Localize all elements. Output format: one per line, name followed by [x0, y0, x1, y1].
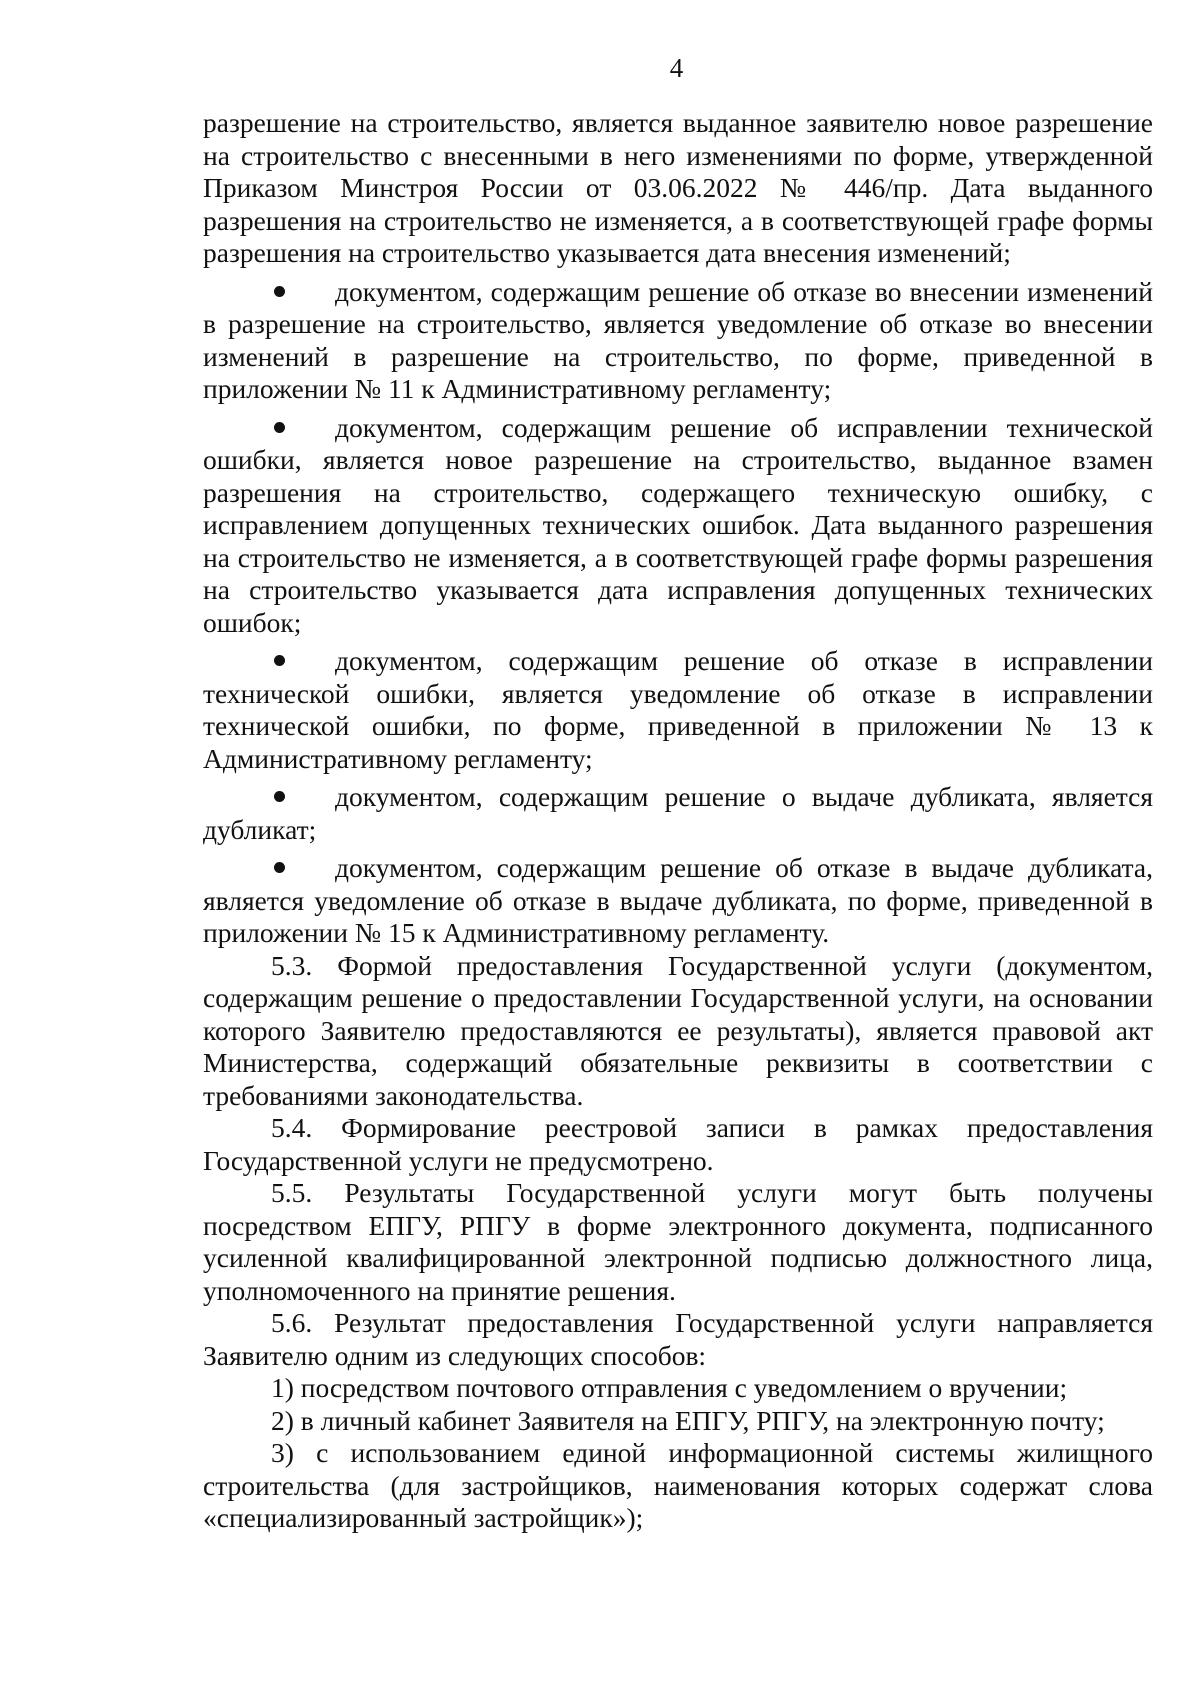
- section-5-3: 5.3. Формой предоставления Государственной услуги (документом, содержащим решение о предоставлении Государственной услуги, на основании которого Заявителю предоставляются ее результаты), является правовой акт Министерства, содержащий обязательные реквизиты в соответствии с требованиями законодательства.: [203, 949, 1153, 1111]
- bullet-text: документом, содержащим решение о выдаче дубликата, является дубликат;: [203, 781, 1153, 845]
- list-item-3: 3) с использованием единой информационной системы жилищного строительства (для застройщиков, наименования которых содержат слова «специализированный застройщик»);: [203, 1437, 1153, 1533]
- bullet-icon: [274, 286, 285, 297]
- page-number: 4: [669, 53, 684, 83]
- bullet-icon: [274, 862, 285, 873]
- paragraph-continuation: разрешение на строительство, является выданное заявителю новое разрешение на строительство с внесенными в него изменениями по форме, утвержденной Приказом Минстроя России от 03.06.2022 № 446/пр. Дата выданного разрешения на строительство не изменяется, а в соответствующей графе формы разрешения на строительство указывается дата внесения изменений;: [203, 107, 1153, 268]
- bullet-item: [203, 852, 1153, 950]
- bullet-item: [203, 645, 1153, 775]
- bullet-text: документом, содержащим решение об отказе в исправлении технической ошибки, является уведомление об отказе в исправлении технической ошибки, по форме, приведенной в приложении № 13 к Административному регламенту;: [203, 645, 1153, 774]
- bullet-item: [203, 781, 1153, 846]
- bullet-text: документом, содержащим решение об исправлении технической ошибки, является новое разрешение на строительство, выданное взамен разрешения на строительство, содержащего техническую ошибку, с исправлением допущенных технических ошибок. Дата выданного разрешения на строительство не изменяется, а в соответствующей графе формы разрешения на строительство указывается дата исправления допущенных технических ошибок;: [203, 411, 1153, 638]
- bullet-icon: [274, 655, 285, 666]
- list-item-2: 2) в личный кабинет Заявителя на ЕПГУ, РПГУ, на электронную почту;: [271, 1404, 1105, 1436]
- bullet-icon: [274, 791, 285, 802]
- document-body: [203, 107, 1153, 1535]
- bullet-item: [203, 412, 1153, 640]
- bullet-icon: [274, 422, 285, 433]
- section-5-4: 5.4. Формирование реестровой записи в рамках предоставления Государственной услуги не предусмотрено.: [203, 1112, 1153, 1176]
- bullet-item: [203, 276, 1153, 406]
- section-5-5: 5.5. Результаты Государственной услуги могут быть получены посредством ЕПГУ, РПГУ в форме электронного документа, подписанного усиленной квалифицированной электронной подписью должностного лица, уполномоченного на принятие решения.: [203, 1177, 1153, 1306]
- bullet-text: документом, содержащим решение об отказе во внесении изменений в разрешение на строительство, является уведомление об отказе во внесении изменений в разрешение на строительство, по форме, приведенной в приложении № 11 к Административному регламенту;: [203, 275, 1153, 404]
- section-5-6: 5.6. Результат предоставления Государственной услуги направляется Заявителю одним из следующих способов:: [203, 1307, 1153, 1371]
- bullet-text: документом, содержащим решение об отказе в выдаче дубликата, является уведомление об отказе в выдаче дубликата, по форме, приведенной в приложении № 15 к Административному регламенту.: [203, 852, 1153, 948]
- list-item-1: 1) посредством почтового отправления с уведомлением о вручении;: [271, 1372, 1068, 1403]
